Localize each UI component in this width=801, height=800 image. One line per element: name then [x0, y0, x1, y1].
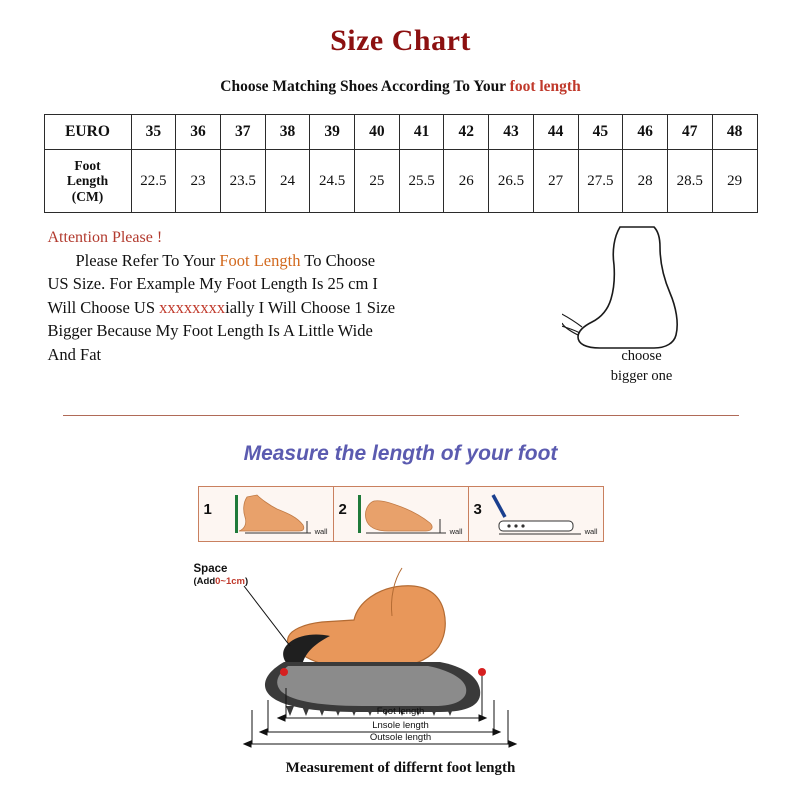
foot-length-cell: 27.5 — [578, 150, 623, 213]
attention-line1-orange: Foot Length — [219, 251, 301, 270]
page-subtitle — [0, 78, 801, 96]
wall-label: wall — [449, 527, 463, 536]
attention-body — [48, 249, 480, 366]
page-title: Size Chart — [330, 24, 471, 57]
row-header-foot-length — [44, 150, 131, 213]
measure-step-1 — [199, 487, 334, 541]
foot-outline-icon — [562, 223, 722, 353]
space-label — [194, 562, 249, 588]
space-label-text: Space — [193, 563, 228, 575]
space-sub-b: ) — [245, 576, 249, 588]
attention-line3-b: ially I Will Choose 1 Size — [225, 297, 396, 317]
euro-cell: 45 — [578, 115, 623, 150]
space-sub-a: (Add — [193, 576, 216, 588]
euro-cell: 44 — [533, 115, 578, 150]
attention-line3-a: Will Choose US — [47, 297, 160, 317]
foot-length-cell: 27 — [533, 150, 578, 213]
euro-cell: 38 — [265, 115, 310, 150]
euro-cell: 35 — [131, 115, 176, 150]
dimension-foot-length: Foot length — [376, 706, 425, 717]
foot-length-cell: 29 — [712, 150, 757, 213]
choose-bigger-line2: bigger one — [610, 367, 673, 384]
section-divider — [63, 415, 739, 416]
foot-label-line3: (CM) — [71, 188, 104, 204]
subtitle-text: Choose Matching Shoes According To Your — [220, 78, 510, 95]
euro-cell: 37 — [220, 115, 265, 150]
row-header-euro: EURO — [44, 115, 131, 150]
foot-length-cell: 25.5 — [399, 150, 444, 213]
attention-line3-strike: xxxxxxxx — [159, 297, 226, 317]
foot-length-cell: 23.5 — [220, 150, 265, 213]
step-number: 3 — [473, 501, 482, 518]
space-sub-red: 0~1cm — [215, 576, 245, 588]
foot-length-cell: 24.5 — [310, 150, 355, 213]
measure-step-3 — [469, 487, 603, 541]
foot-length-cell: 24 — [265, 150, 310, 213]
attention-line5: And Fat — [47, 344, 102, 364]
euro-cell: 43 — [489, 115, 534, 150]
euro-cell: 36 — [176, 115, 221, 150]
dimension-outsole-length: Outsole length — [369, 732, 432, 743]
measurement-diagram — [186, 550, 616, 750]
foot-length-cell: 26 — [444, 150, 489, 213]
foot-label-line1: Foot — [74, 158, 101, 174]
euro-cell: 47 — [667, 115, 712, 150]
choose-bigger-line1: choose — [621, 348, 662, 364]
wall-label: wall — [584, 527, 598, 536]
table-row-foot-length — [44, 150, 757, 213]
foot-length-cell: 22.5 — [131, 150, 176, 213]
foot-length-cell: 28.5 — [667, 150, 712, 213]
foot-length-cell: 28 — [623, 150, 668, 213]
attention-line2: US Size. For Example My Foot Length Is 25 cm I — [47, 274, 378, 294]
wall-label: wall — [314, 527, 328, 536]
foot-length-cell: 25 — [355, 150, 400, 213]
euro-cell: 42 — [444, 115, 489, 150]
attention-line1-a: Please Refer To Your — [75, 251, 220, 270]
measure-step-2 — [334, 487, 469, 541]
table-row-euro — [44, 115, 757, 150]
step3-illustration — [469, 487, 603, 541]
size-table — [44, 114, 758, 213]
euro-cell: 48 — [712, 115, 757, 150]
step1-illustration — [199, 487, 333, 541]
measure-heading: Measure the length of your foot — [243, 442, 558, 465]
subtitle-highlight: foot length — [509, 78, 581, 95]
choose-bigger-label — [562, 347, 722, 386]
euro-cell: 41 — [399, 115, 444, 150]
size-table-wrapper — [44, 114, 758, 213]
attention-heading: Attention Please ! — [47, 229, 163, 246]
dimension-insole-length: Lnsole length — [372, 720, 429, 731]
step-number: 1 — [203, 501, 212, 518]
euro-cell: 39 — [310, 115, 355, 150]
attention-line4: Bigger Because My Foot Length Is A Little Wide — [47, 321, 373, 341]
space-sub-label — [194, 576, 249, 588]
euro-cell: 40 — [355, 115, 400, 150]
diagram-caption: Measurement of differnt foot length — [285, 760, 516, 776]
foot-length-cell: 23 — [176, 150, 221, 213]
attention-line1-b: To Choose — [300, 251, 376, 270]
attention-block — [44, 229, 758, 401]
step2-illustration — [334, 487, 468, 541]
euro-cell: 46 — [623, 115, 668, 150]
foot-label-line2: Length — [66, 173, 109, 189]
step-number: 2 — [338, 501, 347, 518]
measure-steps — [198, 486, 604, 542]
foot-length-cell: 26.5 — [489, 150, 534, 213]
